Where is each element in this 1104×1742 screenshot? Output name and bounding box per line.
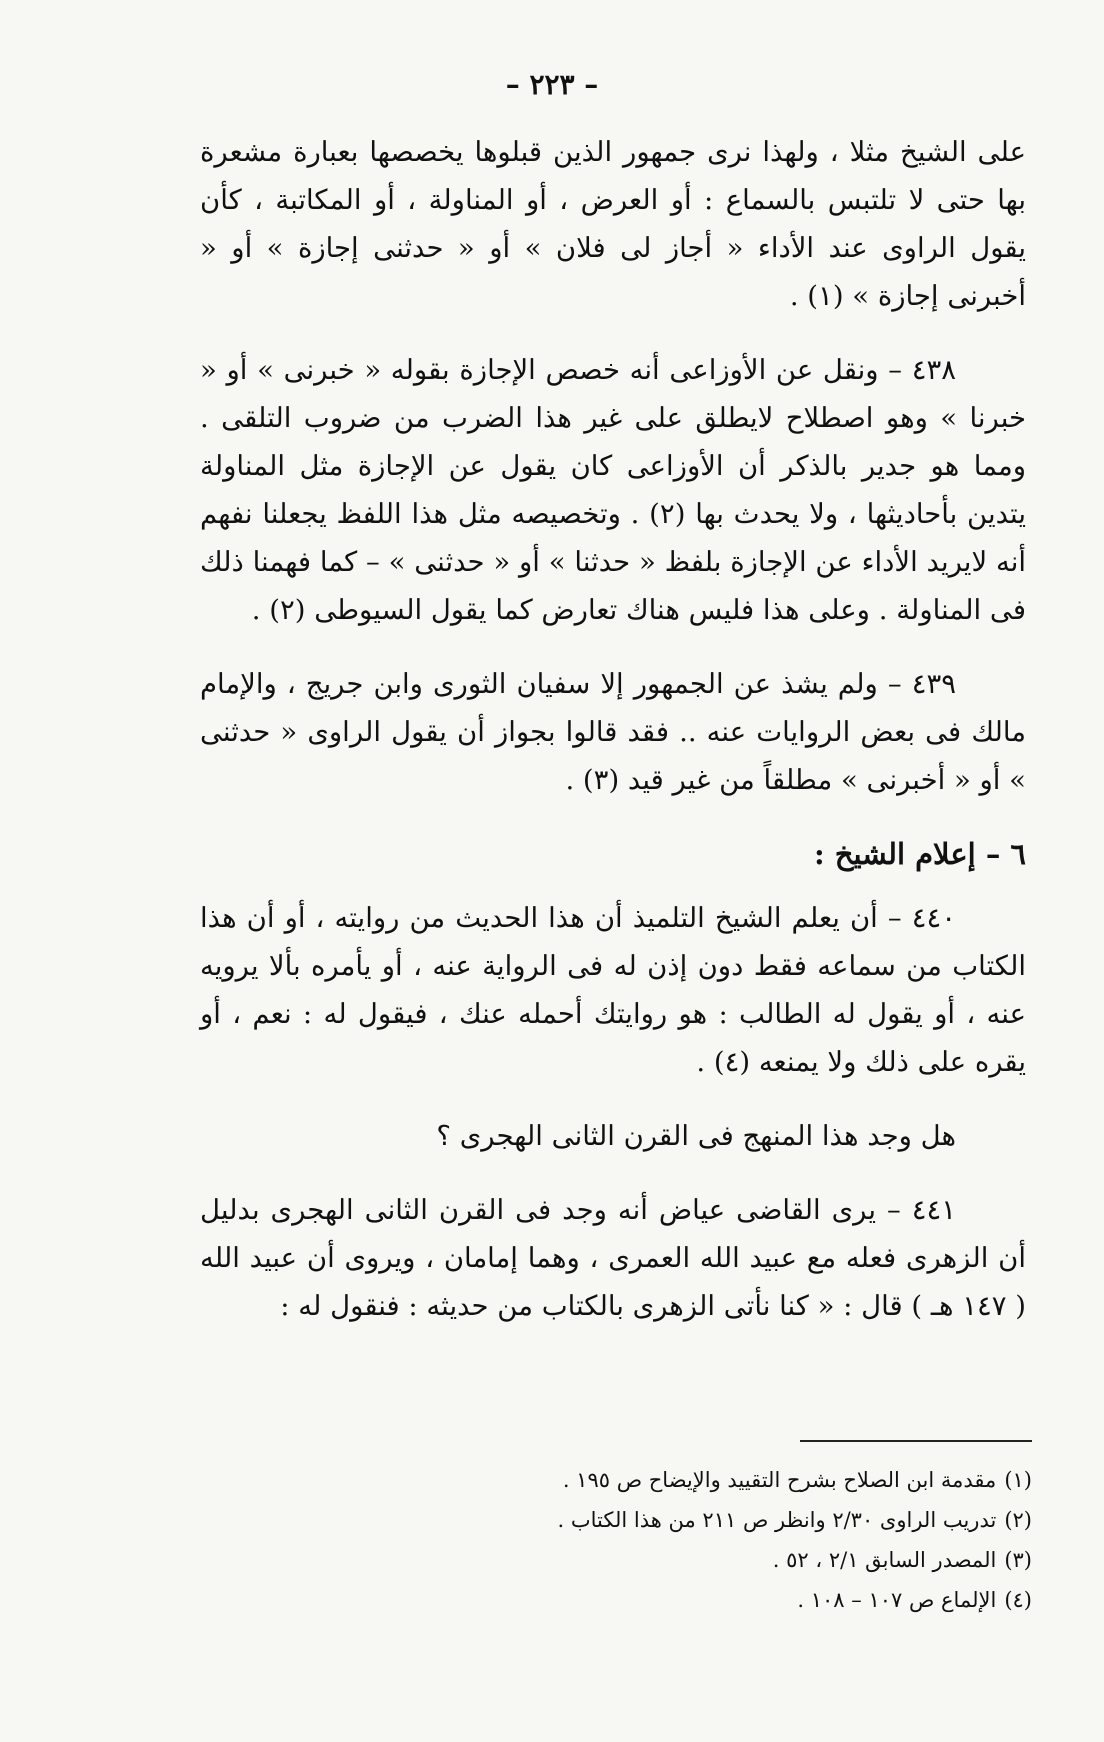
- paragraph-440: ٤٤٠ – أن يعلم الشيخ التلميذ أن هذا الحديث من روايته ، أو أن هذا الكتاب من سماعه فقط دون إذن له فى الرواية عنه ، أو يأمره بألا يرويه عنه ، أو يقول له الطالب : هو روايتك أحمله عنك ، فيقول له : نعم ، أو يقره على ذلك ولا يمنعه (٤) .: [200, 902, 1026, 1078]
- footnote-number: (٣): [1004, 1548, 1032, 1572]
- footnote-number: (١): [1004, 1468, 1032, 1492]
- page-number: – ٢٢٣ –: [505, 68, 599, 101]
- body-text: [200, 128, 1026, 1356]
- footnote-item: [300, 1460, 1032, 1500]
- paragraph-441: ٤٤١ – يرى القاضى عياض أنه وجد فى القرن الثانى الهجرى بدليل أن الزهرى فعله مع عبيد الله العمرى ، وهما إمامان ، ويروى أن عبيد الله ( ١٤٧ هـ ) قال : « كنا نأتى الزهرى بالكتاب من حديثه : فنقول له :: [200, 1194, 1026, 1322]
- footnote-divider: [800, 1440, 1032, 1442]
- paragraph-438: ٤٣٨ – ونقل عن الأوزاعى أنه خصص الإجازة بقوله « خبرنى » أو « خبرنا » وهو اصطلاح لايطلق على غير هذا الضرب من ضروب التلقى . ومما هو جدير بالذكر أن الأوزاعى كان يقول عن الإجازة مثل المناولة يتدين بأحاديثها ، ولا يحدث بها (٢) . وتخصيصه مثل هذا اللفظ يجعلنا نفهم أنه لايريد الأداء عن الإجازة بلفظ « حدثنا » أو « حدثنى » – كما فهمنا ذلك فى المناولة . وعلى هذا فليس هناك تعارض كما يقول السيوطى (٢) .: [200, 354, 1026, 626]
- footnote-text: مقدمة ابن الصلاح بشرح التقييد والإيضاح ص ١٩٥ .: [562, 1468, 997, 1492]
- paragraph-question: هل وجد هذا المنهج فى القرن الثانى الهجرى ؟: [436, 1120, 956, 1152]
- footnote-item: [300, 1580, 1032, 1620]
- footnote-number: (٤): [1004, 1588, 1032, 1612]
- section-heading: ٦ – إعلام الشيخ :: [813, 837, 1026, 871]
- footnote-text: الإلماع ص ١٠٧ – ١٠٨ .: [797, 1588, 997, 1612]
- footnote-text: المصدر السابق ٢/١ ، ٥٢ .: [772, 1548, 997, 1572]
- footnote-text: تدريب الراوى ٢/٣٠ وانظر ص ٢١١ من هذا الكتاب .: [557, 1508, 997, 1532]
- footnote-number: (٢): [1004, 1508, 1032, 1532]
- footnote-item: [300, 1500, 1032, 1540]
- footnote-item: [300, 1540, 1032, 1580]
- paragraph-continuation: على الشيخ مثلا ، ولهذا نرى جمهور الذين قبلوها يخصصها بعبارة مشعرة بها حتى لا تلتبس بالسماع : أو العرض ، أو المناولة ، أو المكاتبة ، كأن يقول الراوى عند الأداء « أجاز لى فلان » أو « حدثنى إجازة » أو « أخبرنى إجازة » (١) .: [200, 136, 1026, 312]
- paragraph-439: ٤٣٩ – ولم يشذ عن الجمهور إلا سفيان الثورى وابن جريج ، والإمام مالك فى بعض الروايات عنه .. فقد قالوا بجواز أن يقول الراوى « حدثنى » أو « أخبرنى » مطلقاً من غير قيد (٣) .: [200, 668, 1026, 796]
- footnotes: [300, 1460, 1032, 1620]
